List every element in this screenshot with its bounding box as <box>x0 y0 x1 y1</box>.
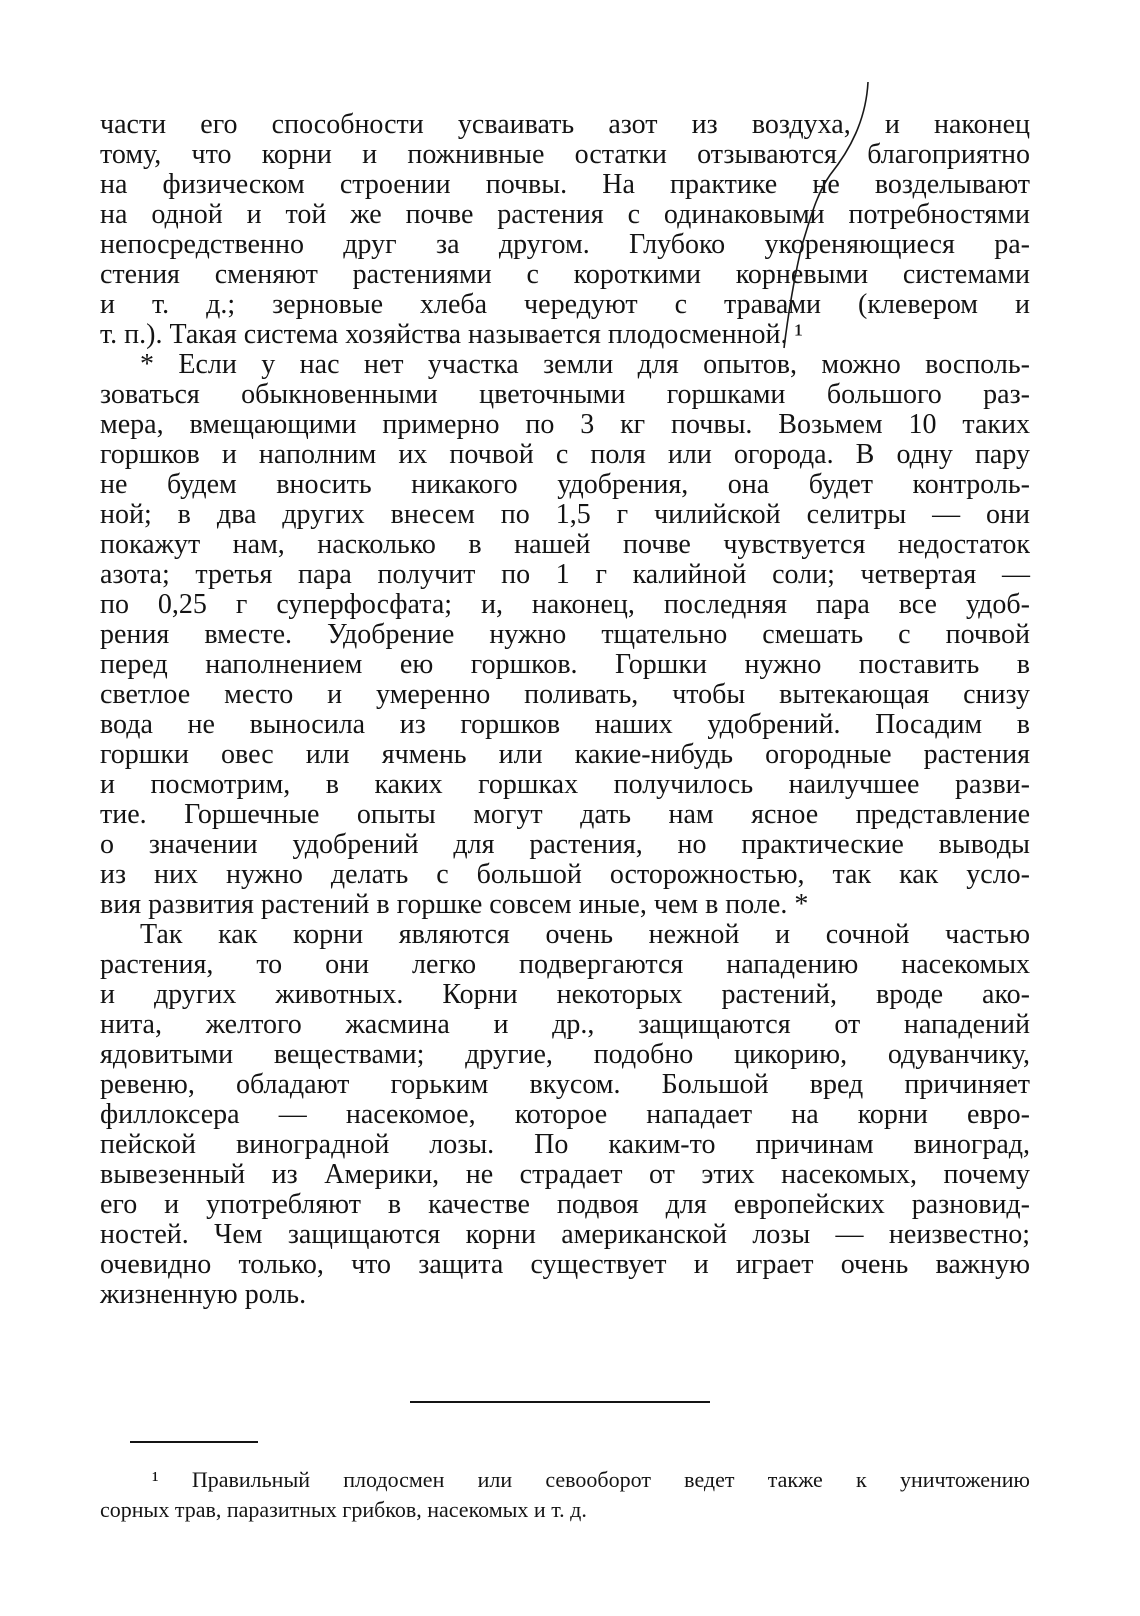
text-line: стения сменяют растениями с короткими корневыми системами <box>100 259 1030 290</box>
text-line: * Если у нас нет участка земли для опытов, можно восполь- <box>140 349 1030 380</box>
text-line: мера, вмещающими примерно по 3 кг почвы. Возьмем 10 таких <box>100 409 1030 440</box>
text-line: непосредственно друг за другом. Глубоко укореняющиеся ра- <box>100 229 1030 260</box>
text-line: покажут нам, насколько в нашей почве чувствуется недостаток <box>100 529 1030 560</box>
text-line: по 0,25 г суперфосфата; и, наконец, последняя пара все удоб- <box>100 589 1030 620</box>
text-line: из них нужно делать с большой осторожностью, так как усло- <box>100 859 1030 890</box>
text-line: жизненную роль. <box>100 1279 307 1310</box>
text-line: Так как корни являются очень нежной и сочной частью <box>140 919 1030 950</box>
text-line: ностей. Чем защищаются корни американской лозы — неизвестно; <box>100 1219 1030 1250</box>
footnote-divider <box>130 1441 258 1443</box>
text-line: горшки овес или ячмень или какие-нибудь огородные растения <box>100 739 1030 770</box>
footnote-line: сорных трав, паразитных грибков, насекомых и т. д. <box>100 1497 587 1522</box>
text-line: очевидно только, что защита существует и играет очень важную <box>100 1249 1030 1280</box>
text-line: ядовитыми веществами; другие, подобно цикорию, одуванчику, <box>100 1039 1030 1070</box>
text-line: азота; третья пара получит по 1 г калийной соли; четвертая — <box>100 559 1030 590</box>
text-line: перед наполнением ею горшков. Горшки нужно поставить в <box>100 649 1030 680</box>
text-line: т. п.). Такая система хозяйства называется плодосменной. ¹ <box>100 319 803 350</box>
text-line: вывезенный из Америки, не страдает от этих насекомых, почему <box>100 1159 1030 1190</box>
text-line: светлое место и умеренно поливать, чтобы вытекающая снизу <box>100 679 1030 710</box>
text-line: и т. д.; зерновые хлеба чередуют с травами (клевером и <box>100 289 1030 320</box>
text-line: пейской виноградной лозы. По каким-то причинам виноград, <box>100 1129 1030 1160</box>
text-line: на одной и той же почве растения с одинаковыми потребностями <box>100 199 1030 230</box>
text-line: нита, желтого жасмина и др., защищаются от нападений <box>100 1009 1030 1040</box>
text-line: его и употребляют в качестве подвоя для европейских разновид- <box>100 1189 1030 1220</box>
pen-stroke-mark <box>780 80 900 350</box>
text-line: на физическом строении почвы. На практике не возделывают <box>100 169 1030 200</box>
text-line: рения вместе. Удобрение нужно тщательно смешать с почвой <box>100 619 1030 650</box>
text-line: о значении удобрений для растения, но практические выводы <box>100 829 1030 860</box>
text-line: тие. Горшечные опыты могут дать нам ясное представление <box>100 799 1030 830</box>
footnotes <box>100 1465 1030 1525</box>
text-line: растения, то они легко подвергаются нападению насекомых <box>100 949 1030 980</box>
text-line: не будем вносить никакого удобрения, она будет контроль- <box>100 469 1030 500</box>
text-line: филлоксера — насекомое, которое нападает на корни евро- <box>100 1099 1030 1130</box>
text-line: тому, что корни и пожнивные остатки отзываются благоприятно <box>100 139 1030 170</box>
text-line: ной; в два других внесем по 1,5 г чилийской селитры — они <box>100 499 1030 530</box>
footnote-line: ¹ Правильный плодосмен или севооборот ведет также к уничтожению <box>152 1467 1030 1492</box>
section-divider <box>410 1401 710 1403</box>
text-line: ревеню, обладают горьким вкусом. Большой вред причиняет <box>100 1069 1030 1100</box>
text-line: и других животных. Корни некоторых растений, вроде ако- <box>100 979 1030 1010</box>
text-line: горшков и наполним их почвой с поля или огорода. В одну пару <box>100 439 1030 470</box>
text-line: вия развития растений в горшке совсем иные, чем в поле. * <box>100 889 809 920</box>
text-line: части его способности усваивать азот из воздуха, и наконец <box>100 109 1030 140</box>
text-line: зоваться обыкновенными цветочными горшками большого раз- <box>100 379 1030 410</box>
text-line: вода не выносила из горшков наших удобрений. Посадим в <box>100 709 1030 740</box>
text-line: и посмотрим, в каких горшках получилось наилучшее разви- <box>100 769 1030 800</box>
